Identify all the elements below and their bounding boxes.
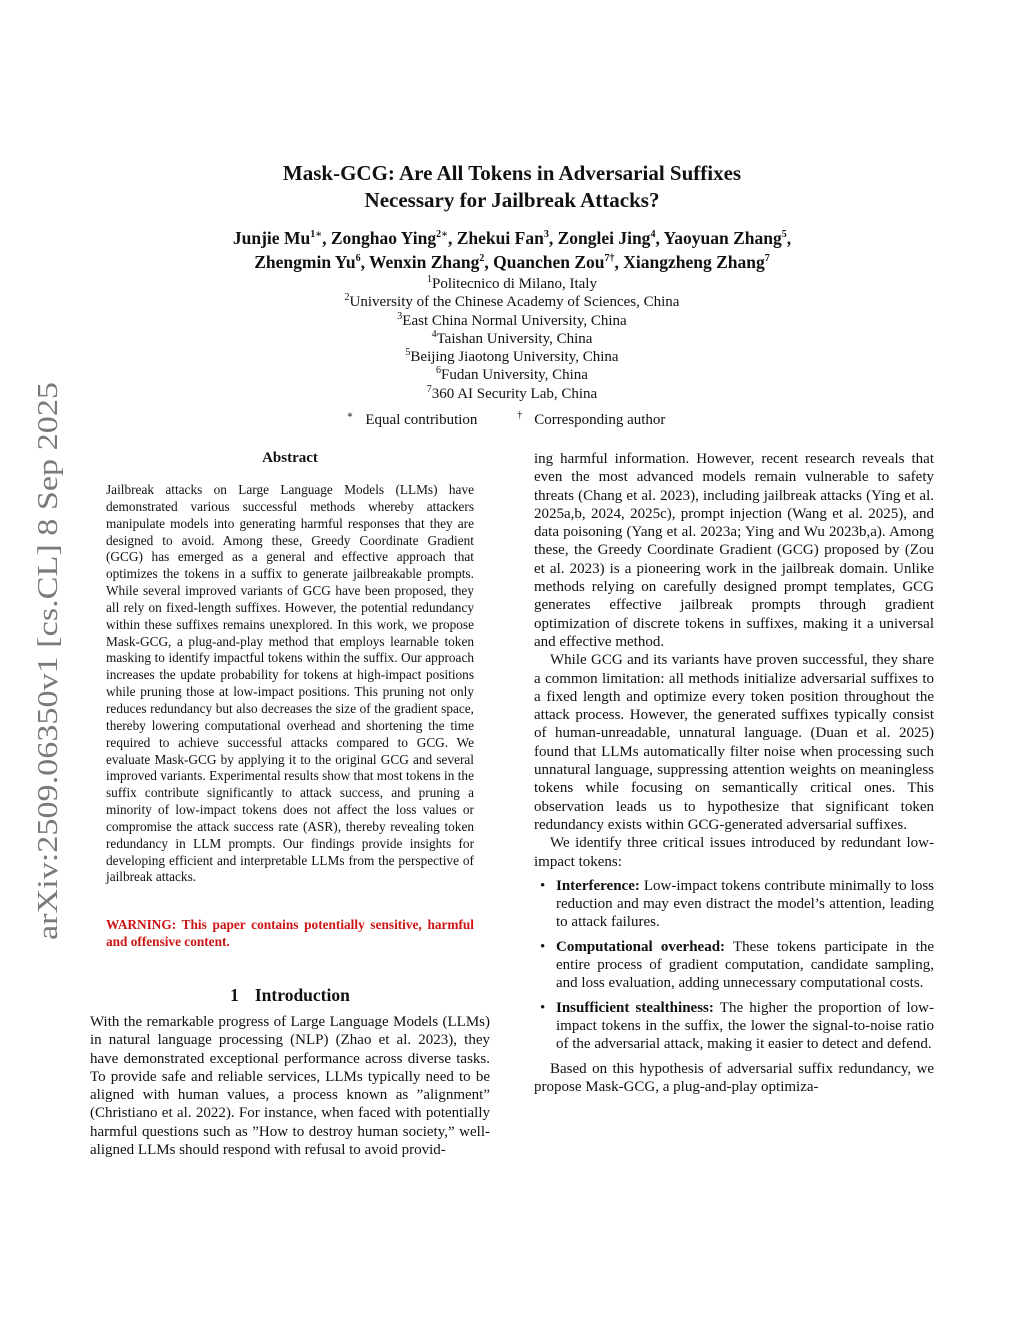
affiliation	[0, 348, 1024, 366]
author-sep: ,	[360, 252, 369, 272]
list-item-term: Insufficient stealthiness:	[556, 999, 714, 1016]
list-item	[534, 877, 934, 932]
author-sup: 3	[543, 229, 549, 241]
author-sep: ,	[322, 228, 331, 248]
list-item	[534, 938, 934, 993]
affiliation-num: 4	[431, 328, 437, 340]
paper-title	[0, 160, 1024, 214]
intro-left-column	[90, 1013, 490, 1159]
affiliation-text: Beijing Jiaotong University, China	[410, 349, 619, 366]
abstract-body: Jailbreak attacks on Large Language Models (LLMs) have demonstrated various successful methods whereby attackers manipulate models into generating harmful responses that they are designed to avoid. Among these, Greedy Coordinate Gradient (GCG) has emerged as a general and effective approach that optimizes the tokens in a suffix to generate jailbreakable prompts. While several improved variants of GCG have been proposed, they all rely on fixed-length suffixes. However, the potential redundancy within these suffixes remains unexplored. In this work, we propose Mask-GCG, a plug-and-play method that employs learnable token masking to identify impactful tokens within the suffix. Our approach increases the update probability for tokens at high-impact positions while pruning those at low-impact positions. This pruning not only reduces redundancy but also decreases the size of the gradient space, thereby lowering computational overhead and shortening the time required to achieve successful attacks compared to GCG. We evaluate Mask-GCG by applying it to the original GCG and several improved variants. Experimental results show that most tokens in the suffix contribute significantly to attack success, and pruning a minority of low-impact tokens does not affect the loss values or compromise the attack success rate (ASR), thereby revealing token redundancy in LLM prompts. Our findings provide insights for developing efficient and interpretable LLMs from the perspective of jailbreak attacks.	[106, 482, 474, 885]
affiliation	[0, 293, 1024, 311]
affiliation	[0, 275, 1024, 293]
list-item-term: Interference:	[556, 877, 640, 894]
author: Zonghao Ying	[330, 228, 437, 248]
affiliation-num: 3	[397, 310, 403, 322]
affiliation	[0, 385, 1024, 403]
affiliation-num: 1	[427, 274, 432, 285]
paragraph: We identify three critical issues introduced by redundant low-impact tokens:	[534, 835, 934, 870]
author-sup: 7	[764, 253, 770, 265]
author-list	[0, 226, 1024, 274]
note-text: Corresponding author	[534, 412, 666, 428]
affiliation-text: Politecnico di Milano, Italy	[432, 276, 597, 292]
author-line-2	[0, 250, 1024, 274]
affiliation-num: 7	[426, 383, 432, 395]
author-sep: ,	[484, 252, 494, 272]
author-notes	[0, 412, 1024, 429]
equal-contribution-note	[347, 412, 490, 428]
right-column	[534, 450, 934, 1096]
section-heading-introduction	[90, 985, 490, 1006]
list-item-text: Low-impact tokens contribute minimally to loss reduction and may even distract the model’s attention, leading to attack failures.	[556, 877, 934, 931]
paragraph: ing harmful information. However, recent research reveals that even the most advanced models remain vulnerable to safety threats (Chang et al. 2023), including jailbreak attacks (Ying et al. 2025a,b, 2024, 2025c), prompt injection (Wang et al. 2025), and data poisoning (Yang et al. 2023a; Ying and Wu 2023b,a). Among these, the Greedy Coordinate Gradient (GCG) proposed by (Zou et al. 2023) is a pioneering work in the jailbreak domain. Unlike methods relying on carefully designed prompt templates, GCG generates effective jailbreak prompts through gradient optimization of discrete tokens in suffixes, making it a universal and effective method.	[534, 451, 934, 650]
note-symbol: ∗	[346, 410, 354, 421]
section-title: Introduction	[254, 985, 350, 1005]
affiliation-text: University of the Chinese Academy of Sciences, China	[349, 294, 680, 311]
author-sup: 4	[650, 229, 656, 241]
affiliation-text: 360 AI Security Lab, China	[431, 385, 598, 402]
author: Zhekui Fan	[456, 228, 544, 248]
author-sup: 2∗	[436, 229, 448, 241]
paragraph: While GCG and its variants have proven successful, they share a common limitation: all methods initialize adversarial suffixes to a fixed length and optimize every token position throughout the attack process. However, the generated suffixes typically consist of human-unreadable, unnatural language. (Duan et al. 2025) found that LLMs automatically filter noise when processing such unnatural language, suppressing attention weights on meaningless tokens while focusing on semantically critical ones. This observation leads us to hypothesize that significant token redundancy exists within GCG-generated adversarial suffixes.	[534, 652, 934, 833]
author: Junjie Mu	[232, 228, 311, 248]
author: Yaoyuan Zhang	[663, 228, 782, 248]
author: Zonglei Jing	[557, 228, 651, 248]
affiliation	[0, 330, 1024, 348]
note-text: Equal contribution	[365, 412, 478, 428]
author-sup: 1∗	[310, 229, 323, 241]
list-item-text: The higher the proportion of low-impact tokens in the suffix, the lower the signal-to-noise ratio of the adversarial attack, making it easier to detect and defend.	[556, 999, 934, 1053]
corresponding-author-note	[517, 412, 677, 428]
content-warning: WARNING: This paper contains potentially sensitive, harmful and offensive content.	[106, 917, 474, 949]
list-item-text: These tokens participate in the entire process of gradient computation, candidate sampling, and loss evaluation, adding unnecessary computational costs.	[556, 938, 934, 992]
paragraph: Based on this hypothesis of adversarial suffix redundancy, we propose Mask-GCG, a plug-and-play optimiza-	[534, 1060, 934, 1095]
author-sup: 2	[479, 253, 485, 265]
author-sup: 7†	[604, 253, 615, 265]
list-item-term: Computational overhead:	[556, 938, 726, 955]
author-line-1	[0, 226, 1024, 250]
affiliation-text: Fudan University, China	[441, 367, 588, 384]
author-sep: ,	[448, 228, 457, 248]
arxiv-stamp-text: arXiv:2509.06350v1 [cs.CL] 8 Sep 2025	[32, 466, 64, 940]
author: Xiangzheng Zhang	[623, 252, 765, 272]
paragraph: With the remarkable progress of Large Language Models (LLMs) in natural language processing (NLP) (Zhao et al. 2023), they have demonstrated exceptional performance across diverse tasks. To provide safe and reliable services, LLMs typically need to be aligned with human values, a process known as ”alignment” (Christiano et al. 2022). For instance, when faced with potentially harmful questions such as ”How to destroy human society,” well-aligned LLMs should respond with refusal to avoid provid-	[90, 1014, 490, 1159]
author-sep: ,	[548, 228, 558, 248]
title-line-1: Mask-GCG: Are All Tokens in Adversarial Suffixes	[282, 161, 742, 185]
abstract-heading: Abstract	[262, 450, 318, 466]
affiliation-num: 5	[405, 347, 411, 359]
author-sep: ,	[786, 228, 792, 248]
author-sep: ,	[655, 228, 664, 248]
affiliation	[0, 366, 1024, 384]
affiliation-text: East China Normal University, China	[402, 312, 627, 329]
author-sup: 6	[355, 253, 361, 265]
note-symbol: †	[517, 410, 523, 421]
author-sup: 5	[781, 229, 787, 241]
affiliation-list	[0, 275, 1024, 403]
affiliation-num: 6	[436, 365, 442, 377]
affiliation	[0, 312, 1024, 330]
arxiv-stamp	[12, 380, 72, 940]
author: Quanchen Zou	[493, 252, 605, 272]
list-item	[534, 999, 934, 1054]
author: Wenxin Zhang	[369, 252, 480, 272]
affiliation-num: 2	[344, 292, 350, 304]
title-line-2: Necessary for Jailbreak Attacks?	[364, 188, 660, 212]
author-sep: ,	[614, 252, 624, 272]
issue-list	[534, 877, 934, 1054]
author: Zhengmin Yu	[254, 252, 356, 272]
section-number: 1	[230, 985, 239, 1005]
affiliation-text: Taishan University, China	[436, 330, 593, 347]
